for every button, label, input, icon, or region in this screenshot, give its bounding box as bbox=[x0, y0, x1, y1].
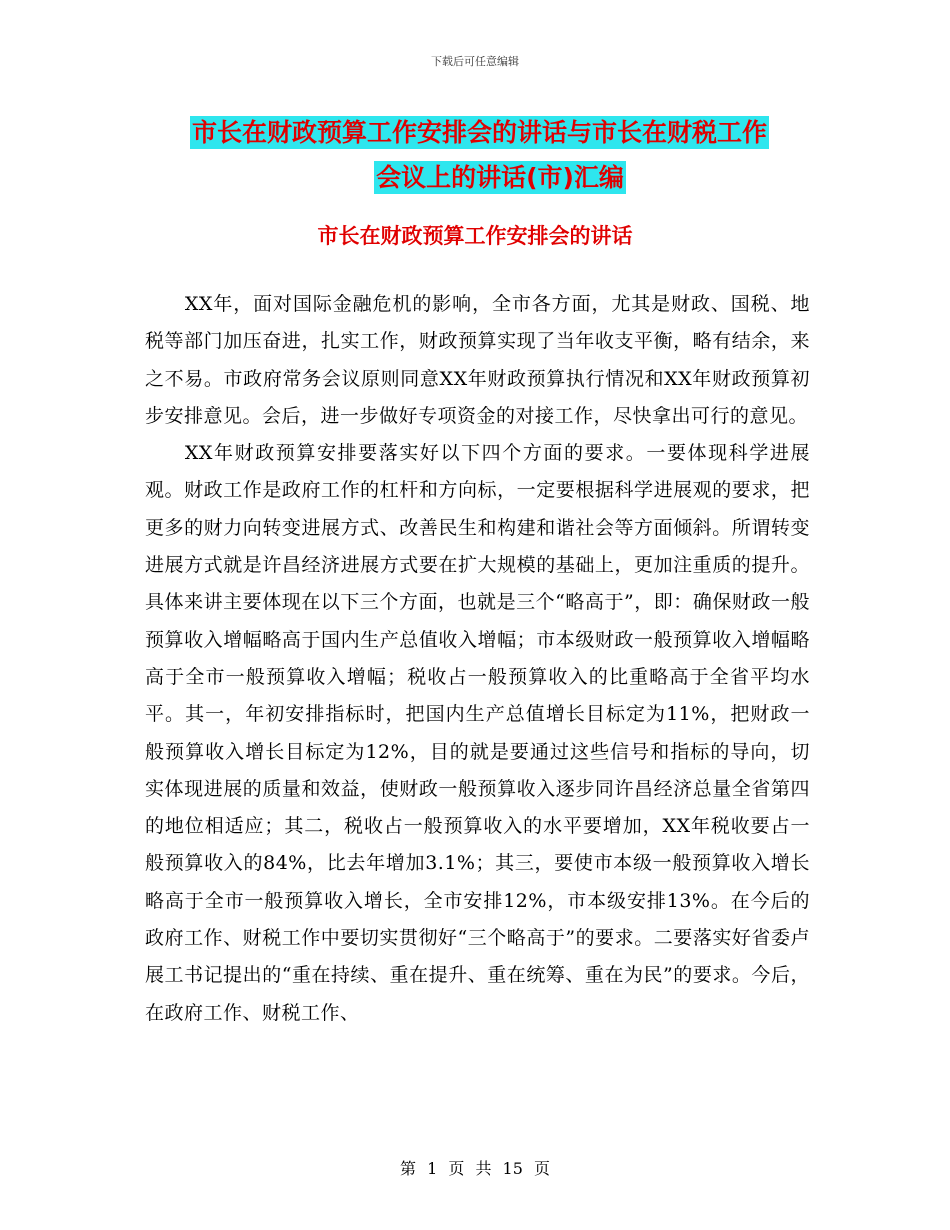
page-footer: 第 1 页 共 15 页 bbox=[400, 1159, 550, 1178]
title-highlight-1: 市长在财政预算工作安排会的讲话与市长在财税工作 bbox=[192, 118, 768, 147]
paragraph: XX年，面对国际金融危机的影响，全市各方面，尤其是财政、国税、地税等部门加压奋进，扎实工作，财政预算实现了当年收支平衡，略有结余，来之不易。市政府常务会议原则同意XX年财政预算执行情况和XX年财政预算初步安排意见。会后，进一步做好专项资金的对接工作，尽快拿出可行的意见。 bbox=[145, 293, 810, 427]
document-title-line-2 bbox=[190, 155, 810, 200]
title-highlight-2: 会议上的讲话(市)汇编 bbox=[376, 163, 624, 192]
document-title bbox=[190, 110, 810, 200]
section-title: 市长在财政预算工作安排会的讲话 bbox=[317, 224, 633, 248]
header-note: 下载后可任意编辑 bbox=[431, 55, 519, 68]
document-title-line-1 bbox=[190, 110, 810, 155]
body-text bbox=[145, 286, 810, 1032]
paragraph: XX年财政预算安排要落实好以下四个方面的要求。一要体现科学进展观。财政工作是政府工作的杠杆和方向标，一定要根据科学进展观的要求，把更多的财力向转变进展方式、改善民生和构建和谐社会等方面倾斜。所谓转变进展方式就是许昌经济进展方式要在扩大规模的基础上，更加注重质的提升。具体来讲主要体现在以下三个方面，也就是三个“略高于”，即：确保财政一般预算收入增幅略高于国内生产总值收入增幅；市本级财政一般预算收入增幅略高于全市一般预算收入增幅；税收占一般预算收入的比重略高于全省平均水平。其一，年初安排指标时，把国内生产总值增长目标定为11%，把财政一般预算收入增长目标定为12%，目的就是要通过这些信号和指标的导向，切实体现进展的质量和效益，使财政一般预算收入逐步同许昌经济总量全省第四的地位相适应；其二，税收占一般预算收入的水平要增加，XX年税收要占一般预算收入的84%，比去年增加3.1%；其三，要使市本级一般预算收入增长略高于全市一般预算收入增长，全市安排12%，市本级安排13%。在今后的政府工作、财税工作中要切实贯彻好“三个略高于”的要求。二要落实好省委卢展工书记提出的“重在持续、重在提升、重在统筹、重在为民”的要求。今后，在政府工作、财税工作、 bbox=[145, 442, 810, 1024]
